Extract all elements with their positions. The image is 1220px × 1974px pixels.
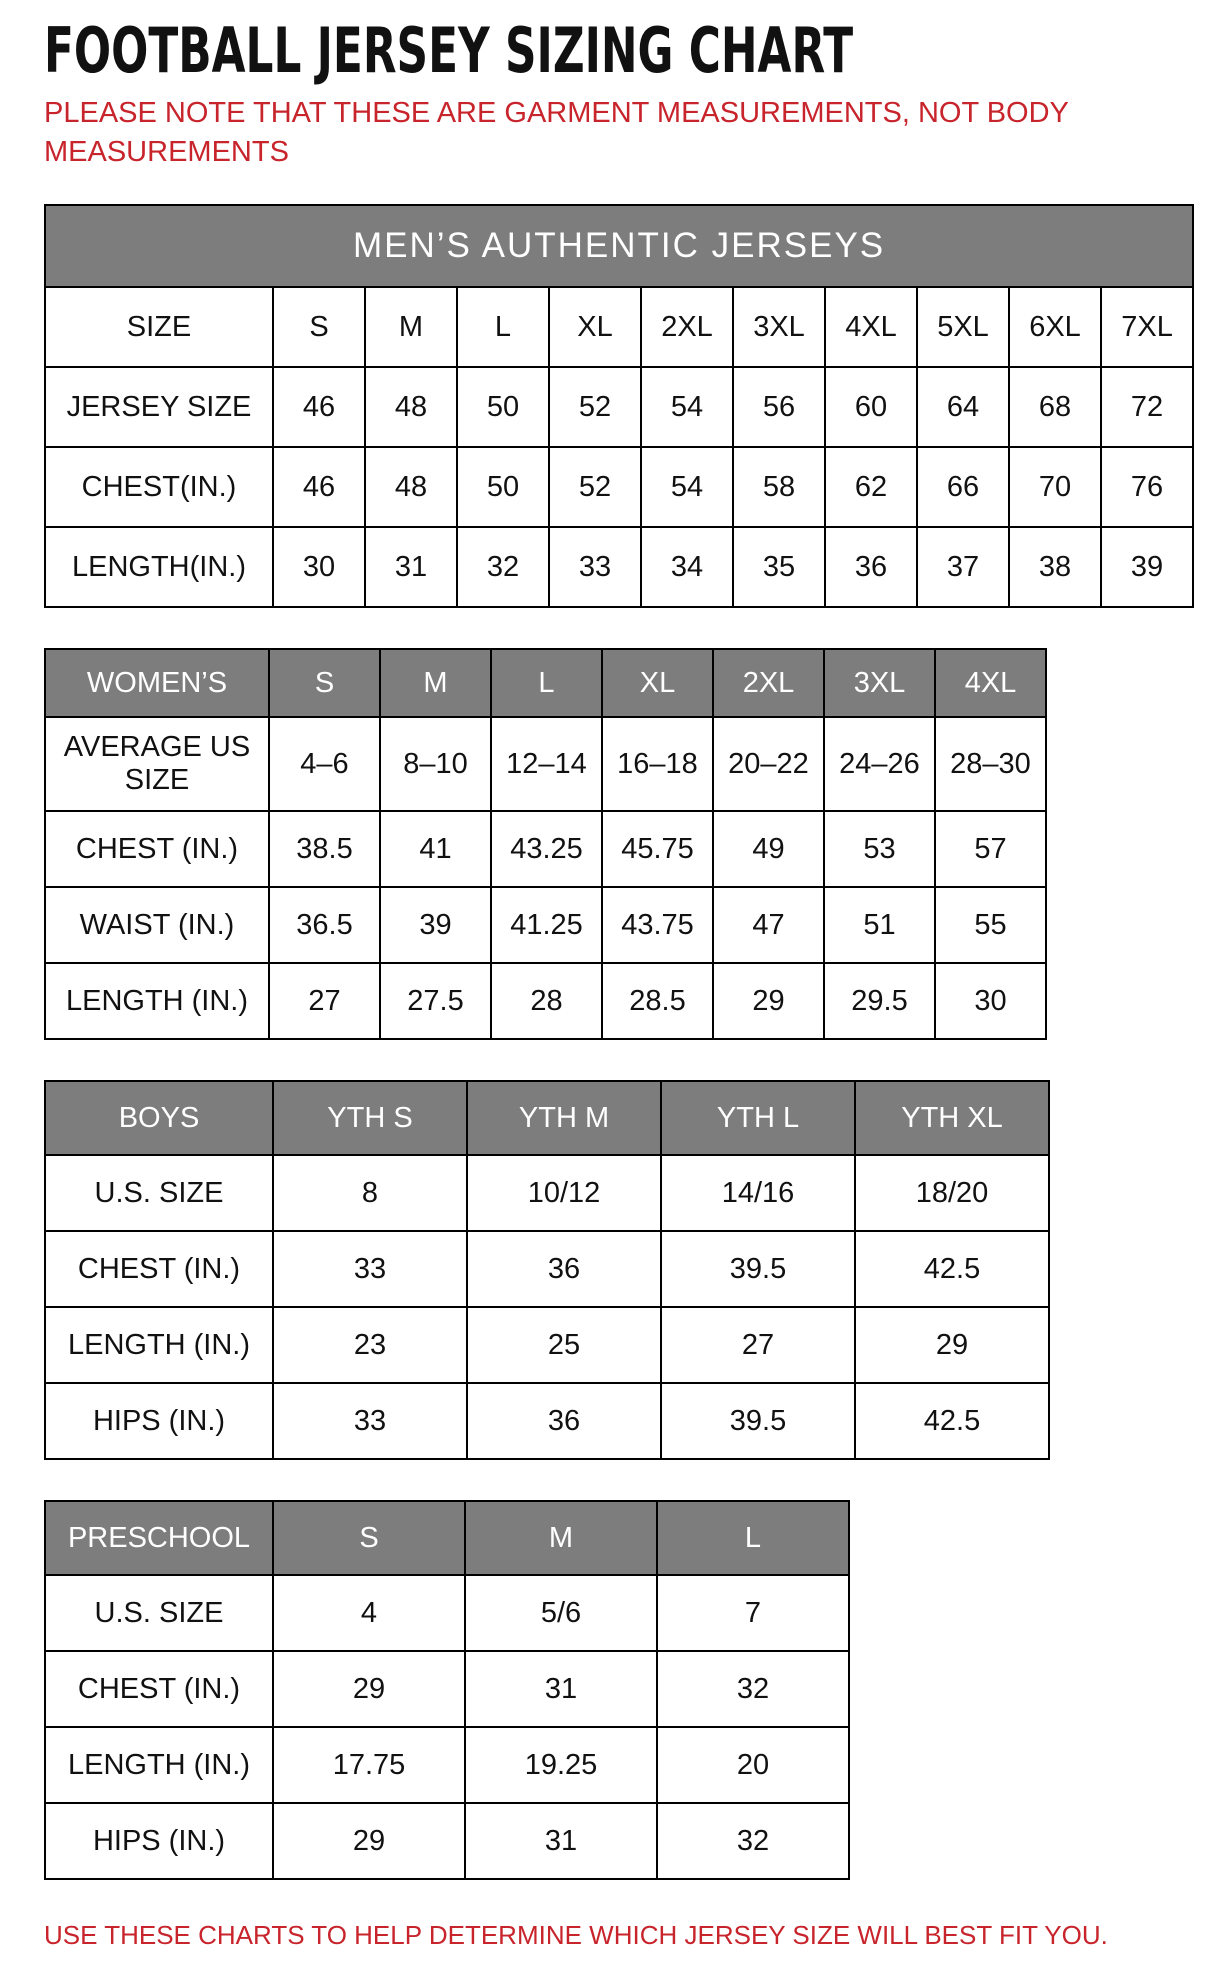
value-cell: 4–6 bbox=[269, 717, 380, 811]
value-cell: 28 bbox=[491, 963, 602, 1039]
row-label-cell: LENGTH(IN.) bbox=[45, 527, 273, 607]
garment-measurement-note: PLEASE NOTE THAT THESE ARE GARMENT MEASUREMENTS, NOT BODY MEASUREMENTS bbox=[44, 97, 1069, 169]
value-cell: 3XL bbox=[733, 287, 825, 367]
value-cell: 16–18 bbox=[602, 717, 713, 811]
value-cell: 17.75 bbox=[273, 1727, 465, 1803]
value-cell: 28.5 bbox=[602, 963, 713, 1039]
value-cell: 66 bbox=[917, 447, 1009, 527]
column-header-cell: M bbox=[465, 1501, 657, 1575]
value-cell: 55 bbox=[935, 887, 1046, 963]
value-cell: 70 bbox=[1009, 447, 1101, 527]
mens-sizing-table bbox=[44, 204, 1194, 608]
value-cell: 36.5 bbox=[269, 887, 380, 963]
value-cell: 6XL bbox=[1009, 287, 1101, 367]
value-cell: 38 bbox=[1009, 527, 1101, 607]
value-cell: 14/16 bbox=[661, 1155, 855, 1231]
row-label-cell: U.S. SIZE bbox=[45, 1575, 273, 1651]
value-cell: 49 bbox=[713, 811, 824, 887]
table-header-row bbox=[45, 1501, 849, 1575]
value-cell: 41.25 bbox=[491, 887, 602, 963]
value-cell: 36 bbox=[825, 527, 917, 607]
column-header-cell: S bbox=[269, 649, 380, 717]
table-row bbox=[45, 1727, 849, 1803]
table-title-cell: BOYS bbox=[45, 1081, 273, 1155]
value-cell: 32 bbox=[457, 527, 549, 607]
value-cell: 18/20 bbox=[855, 1155, 1049, 1231]
row-label-cell: SIZE bbox=[45, 287, 273, 367]
value-cell: 24–26 bbox=[824, 717, 935, 811]
table-title-cell: PRESCHOOL bbox=[45, 1501, 273, 1575]
value-cell: 54 bbox=[641, 447, 733, 527]
value-cell: 36 bbox=[467, 1231, 661, 1307]
value-cell: 39.5 bbox=[661, 1231, 855, 1307]
value-cell: 27.5 bbox=[380, 963, 491, 1039]
column-header-cell: YTH S bbox=[273, 1081, 467, 1155]
table-row bbox=[45, 527, 1193, 607]
value-cell: 50 bbox=[457, 367, 549, 447]
table-row bbox=[45, 1651, 849, 1727]
value-cell: 23 bbox=[273, 1307, 467, 1383]
value-cell: 20 bbox=[657, 1727, 849, 1803]
value-cell: 31 bbox=[465, 1803, 657, 1879]
value-cell: 7 bbox=[657, 1575, 849, 1651]
value-cell: 7XL bbox=[1101, 287, 1193, 367]
row-label-cell: CHEST (IN.) bbox=[45, 811, 269, 887]
value-cell: 41 bbox=[380, 811, 491, 887]
table-header-row bbox=[45, 649, 1046, 717]
value-cell: 37 bbox=[917, 527, 1009, 607]
value-cell: 5XL bbox=[917, 287, 1009, 367]
page-title: FOOTBALL JERSEY SIZING CHART bbox=[44, 14, 854, 88]
value-cell: 56 bbox=[733, 367, 825, 447]
row-label-cell: LENGTH (IN.) bbox=[45, 963, 269, 1039]
value-cell: 29 bbox=[855, 1307, 1049, 1383]
value-cell: 53 bbox=[824, 811, 935, 887]
table-row bbox=[45, 1803, 849, 1879]
mens-table-title: MEN’S AUTHENTIC JERSEYS bbox=[45, 205, 1193, 287]
column-header-cell: 4XL bbox=[935, 649, 1046, 717]
value-cell: M bbox=[365, 287, 457, 367]
womens-sizing-table bbox=[44, 648, 1047, 1040]
value-cell: 46 bbox=[273, 447, 365, 527]
value-cell: 42.5 bbox=[855, 1231, 1049, 1307]
value-cell: 34 bbox=[641, 527, 733, 607]
value-cell: 32 bbox=[657, 1803, 849, 1879]
row-label-cell: CHEST(IN.) bbox=[45, 447, 273, 527]
value-cell: 43.75 bbox=[602, 887, 713, 963]
value-cell: 4XL bbox=[825, 287, 917, 367]
table-row bbox=[45, 1231, 1049, 1307]
value-cell: 33 bbox=[273, 1383, 467, 1459]
table-row bbox=[45, 1307, 1049, 1383]
value-cell: 43.25 bbox=[491, 811, 602, 887]
value-cell: 28–30 bbox=[935, 717, 1046, 811]
table-row bbox=[45, 887, 1046, 963]
row-label-cell: JERSEY SIZE bbox=[45, 367, 273, 447]
value-cell: 62 bbox=[825, 447, 917, 527]
value-cell: L bbox=[457, 287, 549, 367]
value-cell: 38.5 bbox=[269, 811, 380, 887]
column-header-cell: L bbox=[491, 649, 602, 717]
value-cell: 8 bbox=[273, 1155, 467, 1231]
value-cell: 57 bbox=[935, 811, 1046, 887]
value-cell: 64 bbox=[917, 367, 1009, 447]
table-row bbox=[45, 811, 1046, 887]
value-cell: 33 bbox=[549, 527, 641, 607]
value-cell: 52 bbox=[549, 447, 641, 527]
row-label-cell: U.S. SIZE bbox=[45, 1155, 273, 1231]
value-cell: 60 bbox=[825, 367, 917, 447]
value-cell: 42.5 bbox=[855, 1383, 1049, 1459]
value-cell: 4 bbox=[273, 1575, 465, 1651]
value-cell: 76 bbox=[1101, 447, 1193, 527]
value-cell: 29 bbox=[273, 1651, 465, 1727]
row-label-cell: WAIST (IN.) bbox=[45, 887, 269, 963]
value-cell: 35 bbox=[733, 527, 825, 607]
value-cell: 10/12 bbox=[467, 1155, 661, 1231]
value-cell: 31 bbox=[365, 527, 457, 607]
value-cell: 48 bbox=[365, 447, 457, 527]
table-row bbox=[45, 1575, 849, 1651]
table-title-row bbox=[45, 205, 1193, 287]
value-cell: 52 bbox=[549, 367, 641, 447]
table-row bbox=[45, 1155, 1049, 1231]
value-cell: 48 bbox=[365, 367, 457, 447]
column-header-cell: YTH L bbox=[661, 1081, 855, 1155]
row-label-cell: CHEST (IN.) bbox=[45, 1651, 273, 1727]
value-cell: 25 bbox=[467, 1307, 661, 1383]
column-header-cell: M bbox=[380, 649, 491, 717]
column-header-cell: 2XL bbox=[713, 649, 824, 717]
table-row bbox=[45, 367, 1193, 447]
value-cell: 72 bbox=[1101, 367, 1193, 447]
column-header-cell: 3XL bbox=[824, 649, 935, 717]
value-cell: 12–14 bbox=[491, 717, 602, 811]
value-cell: 39 bbox=[1101, 527, 1193, 607]
value-cell: 51 bbox=[824, 887, 935, 963]
column-header-cell: XL bbox=[602, 649, 713, 717]
value-cell: 30 bbox=[273, 527, 365, 607]
column-header-cell: YTH XL bbox=[855, 1081, 1049, 1155]
value-cell: S bbox=[273, 287, 365, 367]
row-label-cell: LENGTH (IN.) bbox=[45, 1727, 273, 1803]
preschool-sizing-table bbox=[44, 1500, 850, 1880]
row-label-cell: HIPS (IN.) bbox=[45, 1803, 273, 1879]
table-title-cell: WOMEN’S bbox=[45, 649, 269, 717]
value-cell: 39.5 bbox=[661, 1383, 855, 1459]
column-header-cell: S bbox=[273, 1501, 465, 1575]
value-cell: 39 bbox=[380, 887, 491, 963]
row-label-cell: HIPS (IN.) bbox=[45, 1383, 273, 1459]
value-cell: 36 bbox=[467, 1383, 661, 1459]
table-header-row bbox=[45, 1081, 1049, 1155]
row-label-cell: CHEST (IN.) bbox=[45, 1231, 273, 1307]
value-cell: 8–10 bbox=[380, 717, 491, 811]
table-row bbox=[45, 287, 1193, 367]
value-cell: 31 bbox=[465, 1651, 657, 1727]
value-cell: 5/6 bbox=[465, 1575, 657, 1651]
value-cell: 20–22 bbox=[713, 717, 824, 811]
value-cell: 50 bbox=[457, 447, 549, 527]
value-cell: 68 bbox=[1009, 367, 1101, 447]
value-cell: 30 bbox=[935, 963, 1046, 1039]
table-row bbox=[45, 717, 1046, 811]
value-cell: 45.75 bbox=[602, 811, 713, 887]
column-header-cell: L bbox=[657, 1501, 849, 1575]
value-cell: 19.25 bbox=[465, 1727, 657, 1803]
value-cell: 2XL bbox=[641, 287, 733, 367]
table-row bbox=[45, 1383, 1049, 1459]
value-cell: XL bbox=[549, 287, 641, 367]
value-cell: 46 bbox=[273, 367, 365, 447]
value-cell: 29.5 bbox=[824, 963, 935, 1039]
column-header-cell: YTH M bbox=[467, 1081, 661, 1155]
value-cell: 47 bbox=[713, 887, 824, 963]
row-label-cell: AVERAGE US SIZE bbox=[45, 717, 269, 811]
table-row bbox=[45, 963, 1046, 1039]
value-cell: 33 bbox=[273, 1231, 467, 1307]
fit-advice-note: USE THESE CHARTS TO HELP DETERMINE WHICH JERSEY SIZE WILL BEST FIT YOU. bbox=[44, 1920, 1108, 1951]
boys-sizing-table bbox=[44, 1080, 1050, 1460]
row-label-cell: LENGTH (IN.) bbox=[45, 1307, 273, 1383]
value-cell: 54 bbox=[641, 367, 733, 447]
table-row bbox=[45, 447, 1193, 527]
value-cell: 29 bbox=[273, 1803, 465, 1879]
value-cell: 27 bbox=[661, 1307, 855, 1383]
value-cell: 58 bbox=[733, 447, 825, 527]
value-cell: 32 bbox=[657, 1651, 849, 1727]
value-cell: 29 bbox=[713, 963, 824, 1039]
value-cell: 27 bbox=[269, 963, 380, 1039]
